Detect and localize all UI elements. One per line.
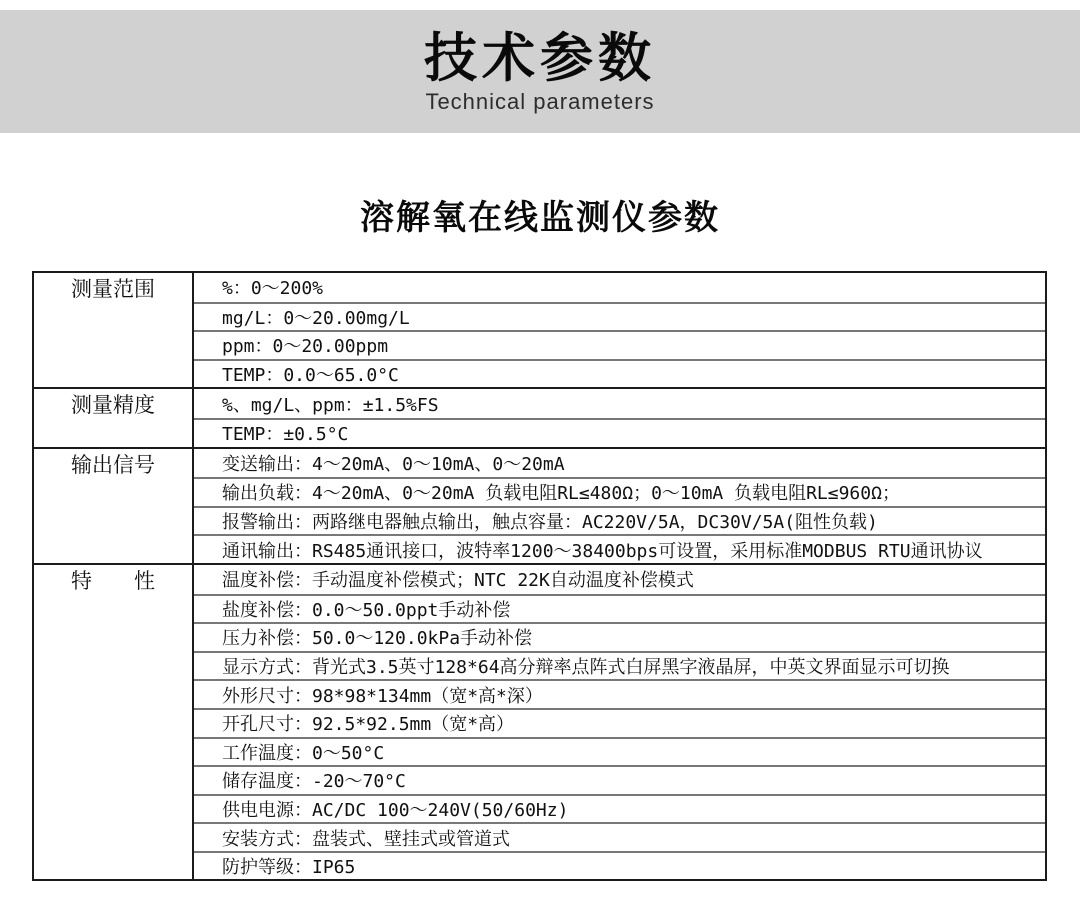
spec-group xyxy=(34,447,1045,563)
spec-value: 安装方式：盘装式、壁挂式或管道式 xyxy=(222,828,510,850)
group-label: 输出信号 xyxy=(34,449,194,563)
table-row xyxy=(194,477,1045,506)
spec-value: 储存温度：-20～70°C xyxy=(222,771,406,793)
table-row xyxy=(194,765,1045,794)
spec-value: 压力补偿：50.0～120.0kPa手动补偿 xyxy=(222,628,533,650)
table-row xyxy=(194,389,1045,418)
table-row xyxy=(194,794,1045,823)
table-row xyxy=(194,679,1045,708)
table-row xyxy=(194,708,1045,737)
spec-value: 报警输出：两路继电器触点输出，触点容量：AC220V/5A，DC30V/5A(阻性负载) xyxy=(222,512,878,534)
table-row xyxy=(194,822,1045,851)
spec-value: %、mg/L、ppm：±1.5%FS xyxy=(222,394,439,416)
table-row xyxy=(194,449,1045,478)
spec-value: TEMP：±0.5°C xyxy=(222,424,349,446)
spec-group xyxy=(34,563,1045,880)
group-label: 特 性 xyxy=(34,565,194,880)
group-rows xyxy=(194,389,1045,446)
group-rows xyxy=(194,565,1045,880)
spec-value: 显示方式：背光式3.5英寸128*64高分辩率点阵式白屏黑字液晶屏，中英文界面显示可切换 xyxy=(222,657,950,679)
table-row xyxy=(194,651,1045,680)
table-row xyxy=(194,302,1045,331)
table-row xyxy=(194,851,1045,880)
spec-group xyxy=(34,387,1045,446)
spec-value: 开孔尺寸：92.5*92.5mm（宽*高） xyxy=(222,714,515,736)
spec-value: 输出负载：4～20mA、0～20mA 负载电阻RL≤480Ω；0～10mA 负载电阻RL≤960Ω； xyxy=(222,483,900,505)
table-row xyxy=(194,506,1045,535)
spec-value: ppm：0～20.00ppm xyxy=(222,336,389,358)
spec-table xyxy=(32,271,1047,881)
group-label: 测量范围 xyxy=(34,273,194,387)
spec-value: 温度补偿：手动温度补偿模式；NTC 22K自动温度补偿模式 xyxy=(222,570,694,592)
group-rows xyxy=(194,449,1045,563)
spec-value: 盐度补偿：0.0～50.0ppt手动补偿 xyxy=(222,599,511,621)
table-row xyxy=(194,565,1045,594)
table-row xyxy=(194,359,1045,388)
spec-value: TEMP：0.0～65.0°C xyxy=(222,365,399,387)
page-title: 技术参数 xyxy=(424,29,656,88)
header-banner xyxy=(0,10,1080,133)
table-row xyxy=(194,330,1045,359)
spec-value: 防护等级：IP65 xyxy=(222,857,356,879)
table-row xyxy=(194,622,1045,651)
group-label: 测量精度 xyxy=(34,389,194,446)
table-row xyxy=(194,737,1045,766)
table-row xyxy=(194,534,1045,563)
spec-value: 工作温度：0～50°C xyxy=(222,742,385,764)
spec-value: %：0～200% xyxy=(222,278,324,300)
section-title: 溶解氧在线监测仪参数 xyxy=(360,199,720,237)
spec-value: 变送输出：4～20mA、0～10mA、0～20mA xyxy=(222,453,565,475)
spec-group xyxy=(34,273,1045,387)
table-row xyxy=(194,273,1045,302)
spec-value: mg/L：0～20.00mg/L xyxy=(222,307,410,329)
table-row xyxy=(194,594,1045,623)
spec-value: 外形尺寸：98*98*134mm（宽*高*深） xyxy=(222,685,543,707)
group-rows xyxy=(194,273,1045,387)
spec-value: 供电电源：AC/DC 100～240V(50/60Hz) xyxy=(222,799,569,821)
spec-value: 通讯输出：RS485通讯接口，波特率1200～38400bps可设置，采用标准MODBUS RTU通讯协议 xyxy=(222,540,983,562)
table-row xyxy=(194,418,1045,447)
page-subtitle: Technical parameters xyxy=(425,89,655,115)
